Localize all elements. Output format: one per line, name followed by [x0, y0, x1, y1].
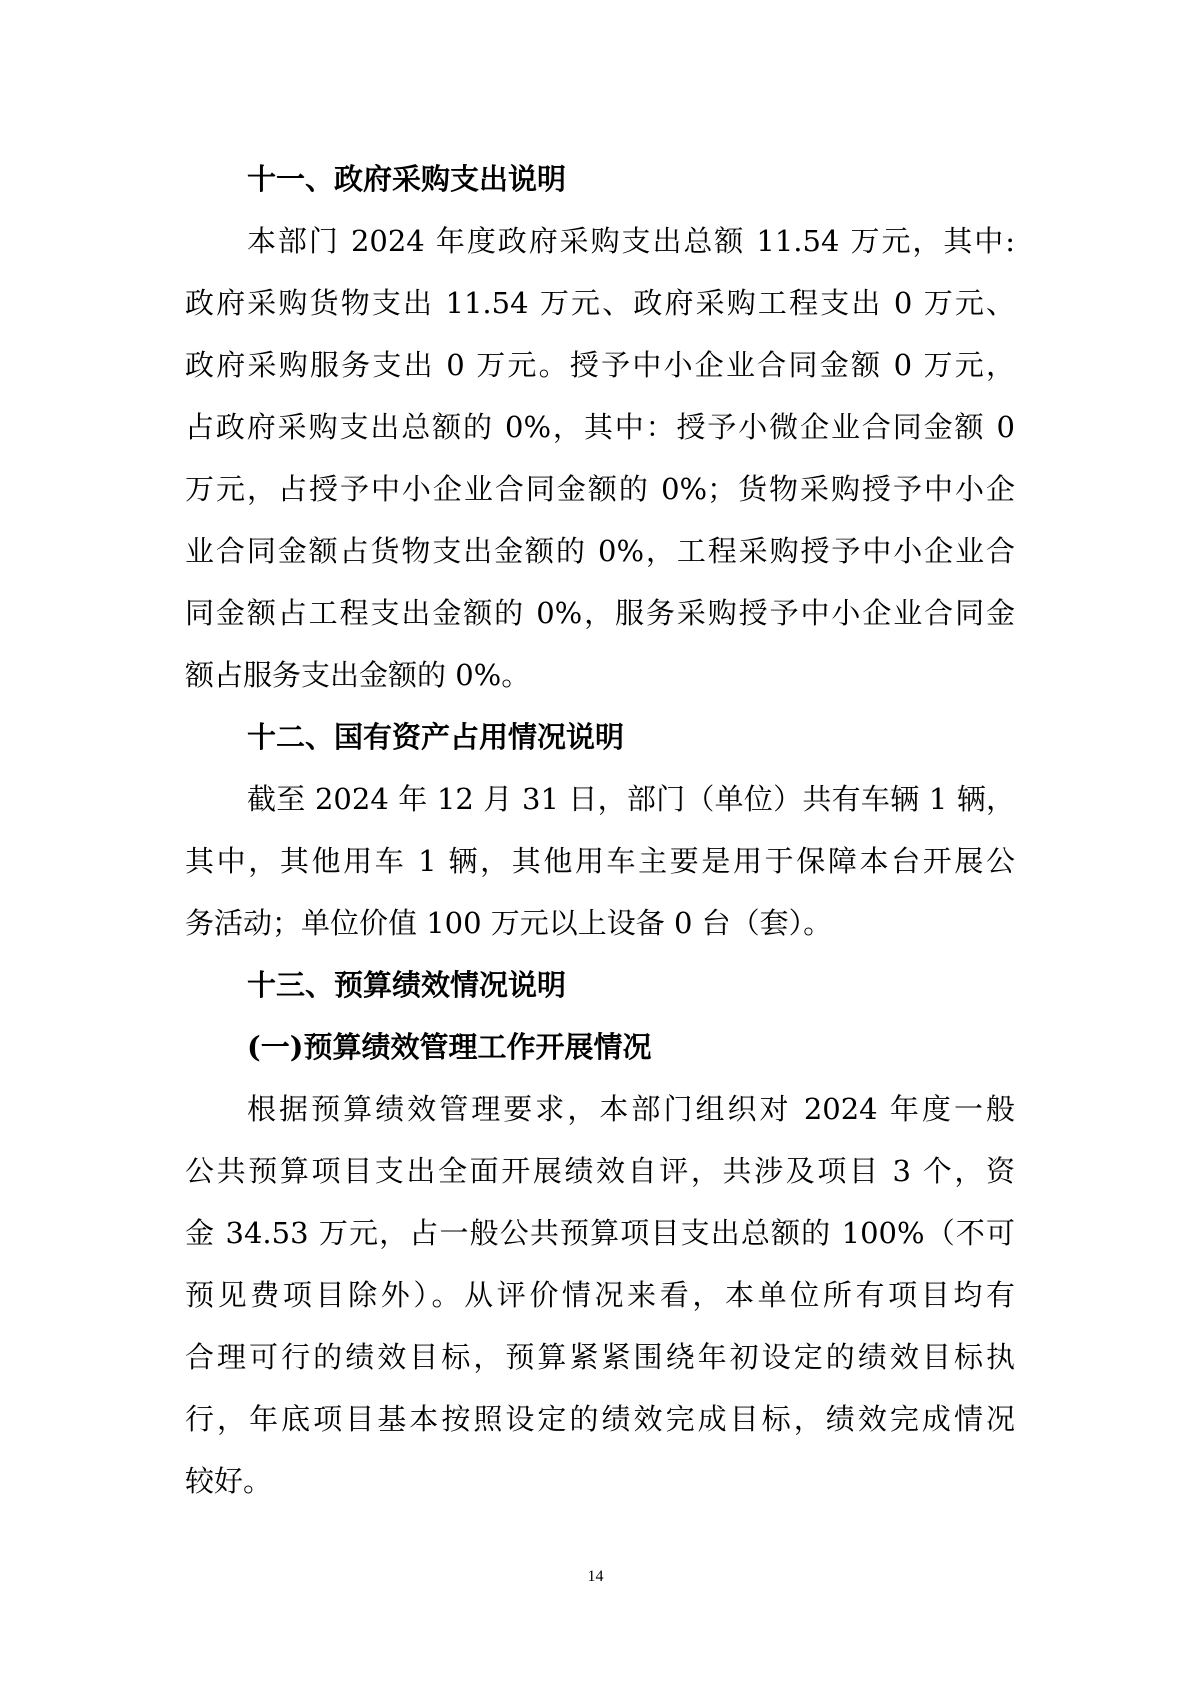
text-line: 务活动；单位价值 100 万元以上设备 0 台（套）。 [185, 906, 833, 940]
paragraph [185, 210, 1015, 706]
text-line: 公共预算项目支出全面开展绩效自评，共涉及项目 3 个，资 [185, 1154, 1015, 1188]
text-line: 业合同金额占货物支出金额的 0%，工程采购授予中小企业合 [185, 534, 1015, 568]
text-line: 根据预算绩效管理要求，本部门组织对 2024 年度一般 [247, 1092, 1015, 1126]
section-subheading: (一)预算绩效管理工作开展情况 [247, 1030, 652, 1064]
page-content [185, 148, 1015, 1512]
text-line: 同金额占工程支出金额的 0%，服务采购授予中小企业合同金 [185, 596, 1015, 630]
text-line: 预见费项目除外）。从评价情况来看，本单位所有项目均有 [185, 1278, 1015, 1312]
text-line: 万元，占授予中小企业合同金额的 0%；货物采购授予中小企 [185, 472, 1015, 506]
section-budget-performance [185, 954, 1015, 1512]
text-line: 截至 2024 年 12 月 31 日，部门（单位）共有车辆 1 辆， [247, 782, 1015, 816]
text-line: 较好。 [185, 1464, 273, 1498]
section-heading: 十一、政府采购支出说明 [247, 162, 567, 196]
section-state-assets [185, 706, 1015, 954]
section-heading: 十二、国有资产占用情况说明 [247, 720, 625, 754]
text-line: 政府采购服务支出 0 万元。授予中小企业合同金额 0 万元， [185, 348, 1015, 382]
text-line: 合理可行的绩效目标，预算紧紧围绕年初设定的绩效目标执 [185, 1340, 1015, 1374]
text-line: 其中，其他用车 1 辆，其他用车主要是用于保障本台开展公 [185, 844, 1015, 878]
text-line: 金 34.53 万元，占一般公共预算项目支出总额的 100%（不可 [185, 1216, 1015, 1250]
text-line: 政府采购货物支出 11.54 万元、政府采购工程支出 0 万元、 [185, 286, 1015, 320]
text-line: 额占服务支出金额的 0%。 [185, 658, 531, 692]
text-line: 本部门 2024 年度政府采购支出总额 11.54 万元，其中: [247, 224, 1015, 258]
paragraph [185, 768, 1015, 954]
paragraph [185, 1078, 1015, 1512]
text-line: 行，年底项目基本按照设定的绩效完成目标，绩效完成情况 [185, 1402, 1015, 1436]
section-government-procurement [185, 148, 1015, 706]
section-heading: 十三、预算绩效情况说明 [247, 968, 567, 1002]
page-number: 14 [587, 1568, 604, 1585]
text-line: 占政府采购支出总额的 0%，其中：授予小微企业合同金额 0 [185, 410, 1015, 444]
